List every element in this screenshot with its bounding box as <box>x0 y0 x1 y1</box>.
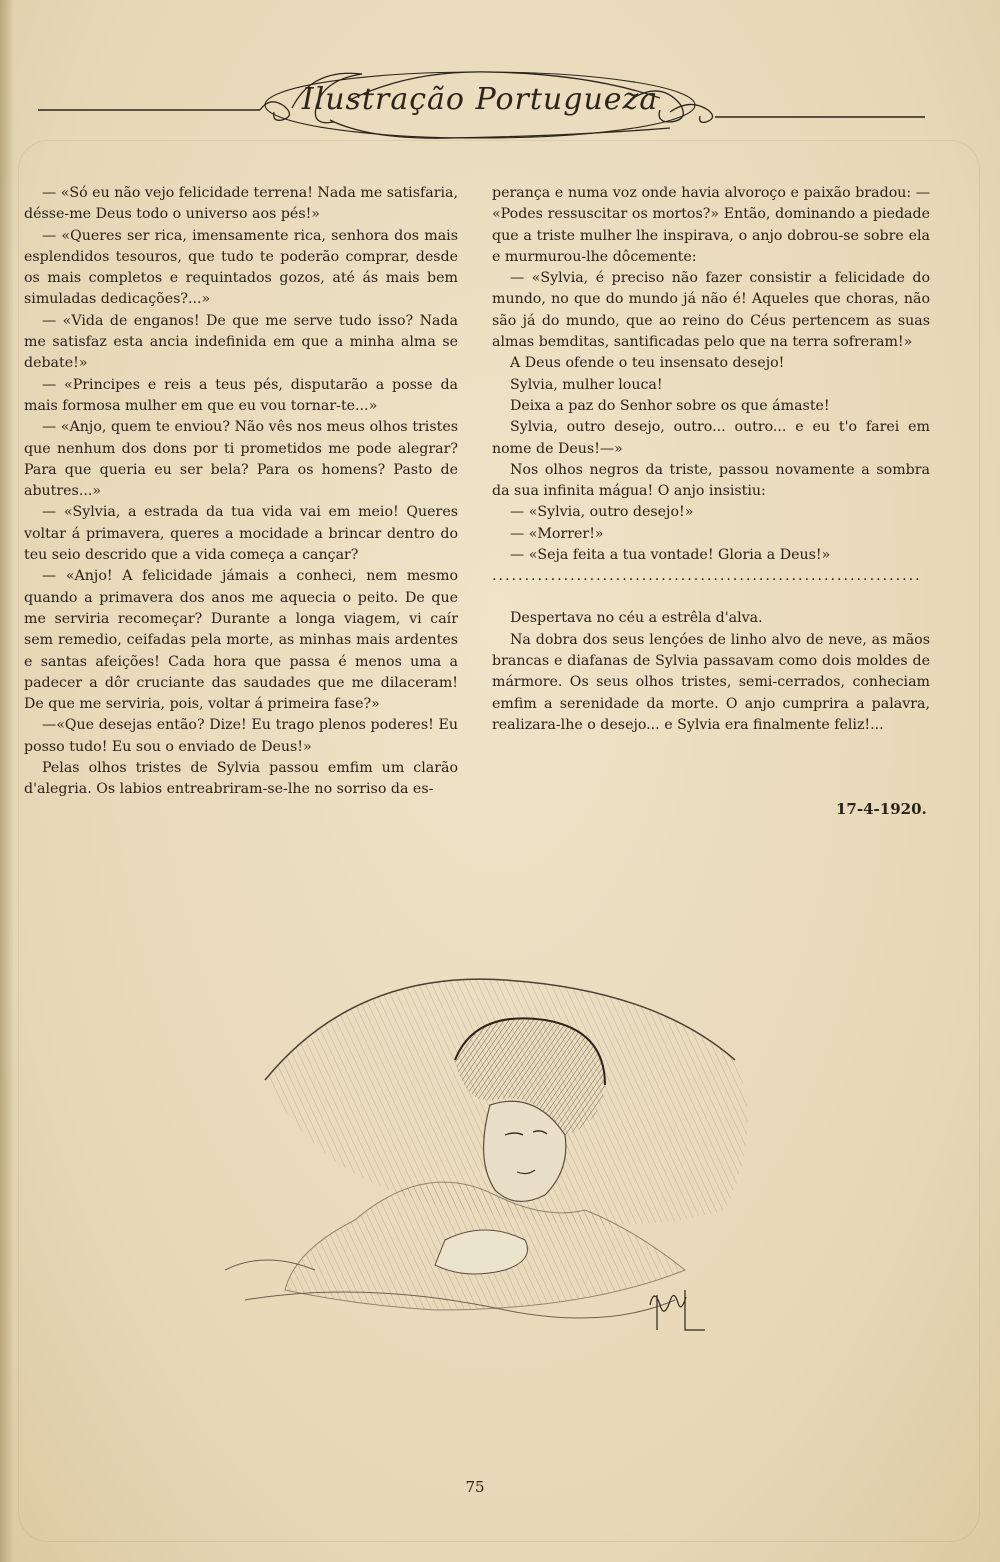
paragraph: Despertava no céu a estrêla d'alva. <box>510 610 763 627</box>
paragraph: Na dobra dos seus lençóes de linho alvo de neve, as mãos brancas e diafanas de Sylvia passavam como dois moldes de mármore. Os seus olhos tristes, semi-cerrados, conheciam emfim a serenidade da morte. O anjo cumprira a palavra, realizara-lhe o desejo... e Sylvia era finalmente feliz!... <box>492 631 930 733</box>
illustration <box>205 910 765 1380</box>
paragraph: — «Principes e reis a teus pés, disputarão a posse da mais formosa mulher em que eu vou tornar-te...» <box>24 376 458 414</box>
paragraph: — «Sylvia, é preciso não fazer consistir a felicidade do mundo, no que do mundo já não é! Aqueles que choras, não são já do mundo, que ao reino do Céus pertencem as suas almas bemditas, santificadas pelo que na terra sofreram!» <box>492 270 930 351</box>
paragraph: Deixa a paz do Senhor sobre os que ámaste! <box>510 397 830 414</box>
masthead-title: Ilustração Portugueza <box>301 82 659 117</box>
paragraph: — «Só eu não vejo felicidade terrena! Nada me satisfaria, désse-me Deus todo o universo aos pés!» <box>24 185 458 223</box>
paragraph: — «Sylvia, a estrada da tua vida vai em meio! Queres voltar á primavera, queres a mocidade a brincar dentro do teu seio descrido que a vida começa a cançar? <box>24 504 458 564</box>
left-column <box>24 183 458 801</box>
article-date: 17-4-1920. <box>836 800 927 818</box>
right-column <box>492 183 930 736</box>
paragraph: Pelas olhos tristes de Sylvia passou emfim um clarão d'alegria. Os labios entreabriram-se-lhe no sorriso da es- <box>24 760 458 798</box>
sleeping-woman-engraving-icon <box>205 910 765 1380</box>
paragraph: Sylvia, mulher louca! <box>510 376 663 393</box>
page-number: 75 <box>465 1478 485 1496</box>
paragraph: —«Que desejas então? Dize! Eu trago plenos poderes! Eu posso tudo! Eu sou o enviado de Deus!» <box>24 717 458 755</box>
dotted-separator: .................................................................. <box>492 568 922 585</box>
masthead <box>30 60 930 150</box>
paragraph: — «Morrer!» <box>510 525 604 542</box>
paragraph: Nos olhos negros da triste, passou novamente a sombra da sua infinita mágua! O anjo insistiu: <box>492 461 930 500</box>
paragraph: — «Vida de enganos! De que me serve tudo isso? Nada me satisfaz esta ancia indefinida em que a minha alma se debate!» <box>24 312 458 372</box>
paragraph: perança e numa voz onde havia alvoroço e paixão bradou: — «Podes ressuscitar os mortos?» Então, dominando a piedade que a triste mulher lhe inspirava, o anjo dobrou-se sobre ela e murmurou-lhe dôcemente: <box>492 185 930 265</box>
binding-edge <box>0 0 14 1562</box>
paragraph: A Deus ofende o teu insensato desejo! <box>510 355 785 372</box>
paragraph: — «Seja feita a tua vontade! Gloria a Deus!» <box>510 547 831 564</box>
paragraph: — «Queres ser rica, imensamente rica, senhora dos mais esplendidos tesouros, que tudo te poderão comprar, desde os mais completos e requintados gozos, até ás mais bem simuladas dedicações?...» <box>24 227 458 308</box>
paragraph: — «Anjo! A felicidade jámais a conheci, nem mesmo quando a primavera dos anos me aquecia o peito. De que me serviria recomeçar? Durante a longa viagem, vi caír sem remedio, ceifadas pela morte, as minhas mais ardentes e santas afeições! Cada hora que passa é menos uma a padecer a dôr cruciante das saudades que me dilaceram! De que me serviria, pois, voltar á primeira fase?» <box>24 568 458 713</box>
paragraph: — «Sylvia, outro desejo!» <box>510 504 694 521</box>
paragraph: — «Anjo, quem te enviou? Não vês nos meus olhos tristes que nenhum dos dons por ti prometidos me pode alegrar? Para que queria eu ser bela? Para os homens? Pasto de abutres...» <box>24 419 458 500</box>
paragraph: Sylvia, outro desejo, outro... outro... e eu t'o farei em nome de Deus!—» <box>492 419 930 457</box>
